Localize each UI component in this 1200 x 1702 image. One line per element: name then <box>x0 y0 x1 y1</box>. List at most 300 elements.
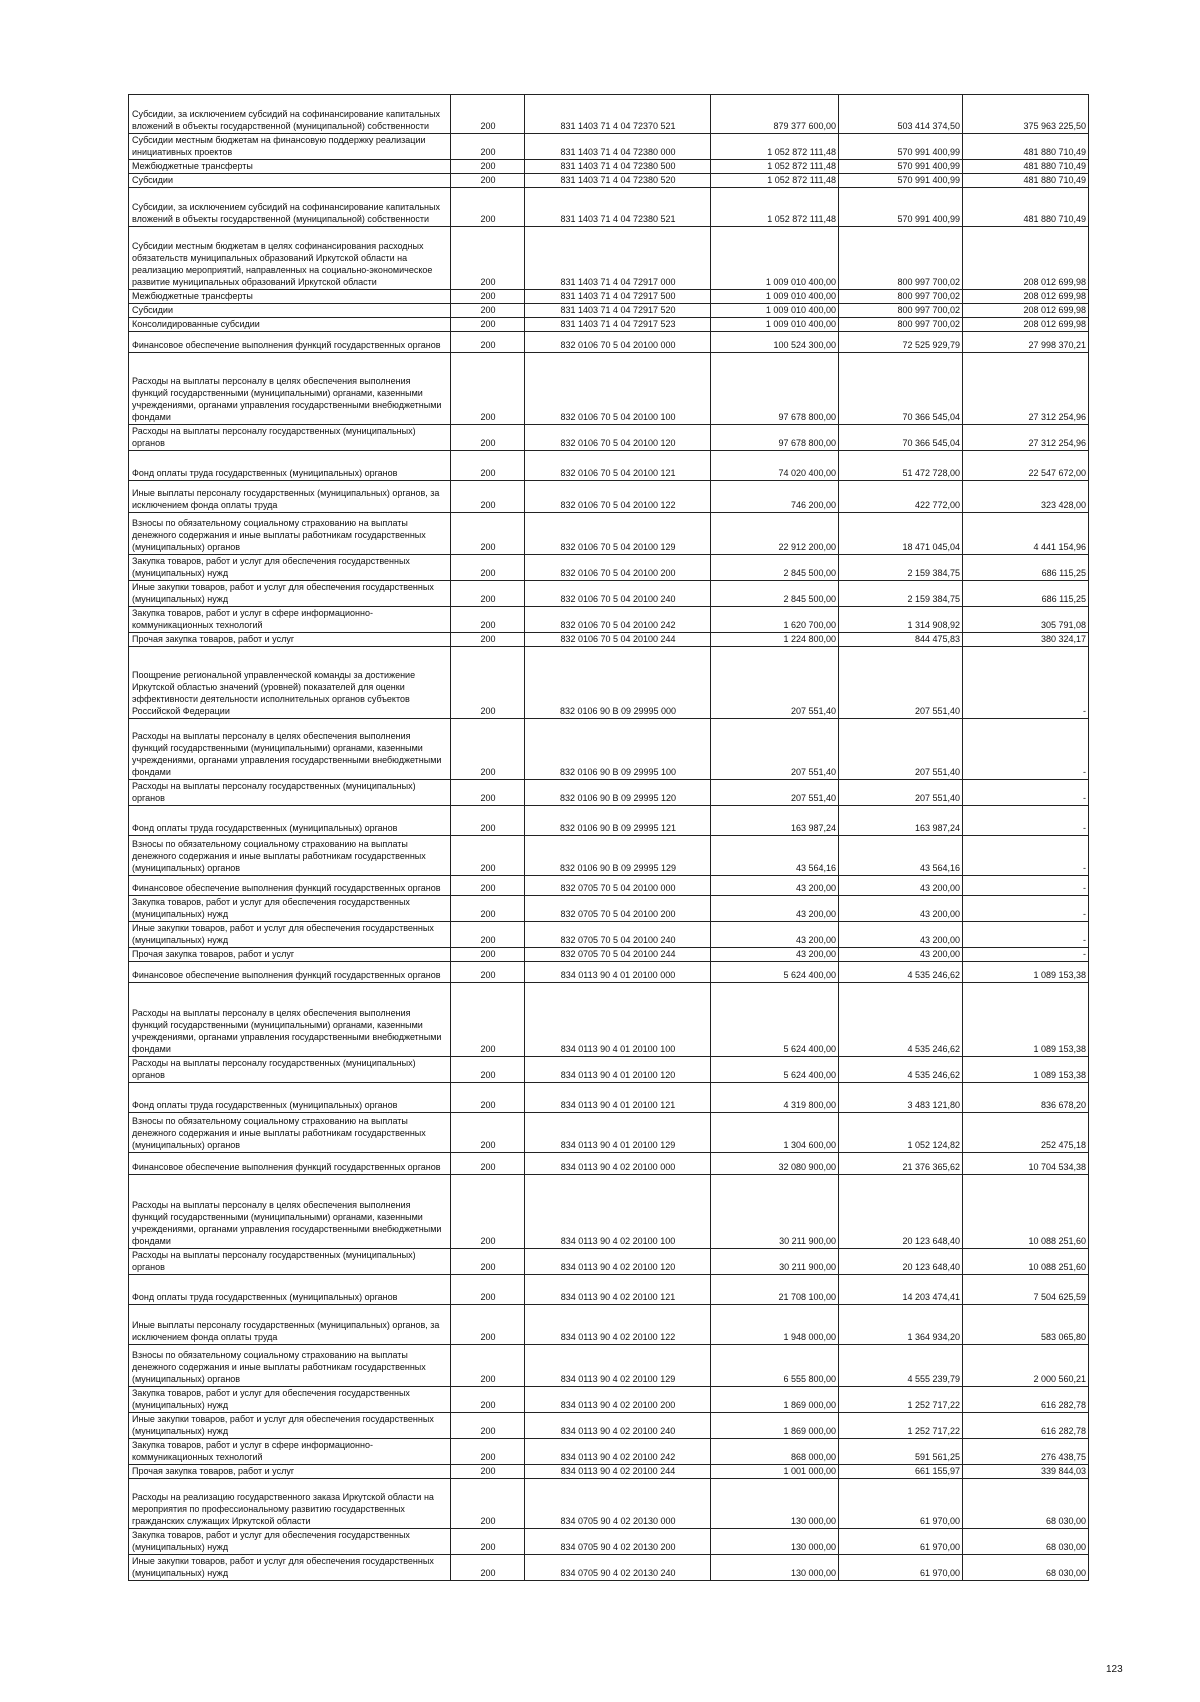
table-row <box>129 1175 1089 1249</box>
row-budget-code: 834 0113 90 4 02 20100 242 <box>525 1439 711 1465</box>
row-line-code: 200 <box>451 332 525 353</box>
row-executed-amount: 570 991 400,99 <box>839 174 963 188</box>
row-budget-code: 832 0705 70 5 04 20100 200 <box>525 896 711 922</box>
row-name: Расходы на выплаты персоналу государственных (муниципальных) органов <box>129 1249 451 1275</box>
row-budget-code: 834 0113 90 4 01 20100 121 <box>525 1083 711 1113</box>
table-row <box>129 160 1089 174</box>
row-executed-amount: 800 997 700,02 <box>839 304 963 318</box>
row-budget-code: 832 0705 70 5 04 20100 244 <box>525 948 711 962</box>
row-approved-amount: 4 319 800,00 <box>711 1083 839 1113</box>
row-executed-amount: 43 564,16 <box>839 836 963 876</box>
row-executed-amount: 61 970,00 <box>839 1479 963 1529</box>
row-executed-amount: 4 535 246,62 <box>839 983 963 1057</box>
row-unexecuted-amount: 276 438,75 <box>963 1439 1089 1465</box>
budget-execution-table <box>128 94 1089 1581</box>
row-budget-code: 832 0106 70 5 04 20100 122 <box>525 481 711 513</box>
row-budget-code: 834 0705 90 4 02 20130 240 <box>525 1555 711 1581</box>
table-row <box>129 174 1089 188</box>
table-row <box>129 227 1089 290</box>
row-name: Расходы на выплаты персоналу в целях обеспечения выполнения функций государственными (муниципальными) органами, казенными учреждениями, органами управления государственными внебюджетными фондами <box>129 1175 451 1249</box>
row-name: Поощрение региональной управленческой команды за достижение Иркутской областью значений (уровней) показателей для оценки эффективности деятельности исполнительных органов субъектов Российской Федерации <box>129 647 451 719</box>
row-name: Закупка товаров, работ и услуг для обеспечения государственных (муниципальных) нужд <box>129 1529 451 1555</box>
row-approved-amount: 1 948 000,00 <box>711 1305 839 1345</box>
row-executed-amount: 72 525 929,79 <box>839 332 963 353</box>
table-row <box>129 876 1089 896</box>
row-name: Иные выплаты персоналу государственных (муниципальных) органов, за исключением фонда оплаты труда <box>129 481 451 513</box>
row-executed-amount: 1 364 934,20 <box>839 1305 963 1345</box>
row-approved-amount: 97 678 800,00 <box>711 425 839 451</box>
row-unexecuted-amount: - <box>963 806 1089 836</box>
table-row <box>129 836 1089 876</box>
row-executed-amount: 4 555 239,79 <box>839 1345 963 1387</box>
row-unexecuted-amount: 10 088 251,60 <box>963 1249 1089 1275</box>
row-executed-amount: 51 472 728,00 <box>839 451 963 481</box>
row-executed-amount: 570 991 400,99 <box>839 160 963 174</box>
row-unexecuted-amount: 10 704 534,38 <box>963 1153 1089 1175</box>
row-line-code: 200 <box>451 227 525 290</box>
row-name: Взносы по обязательному социальному страхованию на выплаты денежного содержания и иные выплаты работникам государственных (муниципальных) органов <box>129 513 451 555</box>
row-approved-amount: 30 211 900,00 <box>711 1249 839 1275</box>
table-row <box>129 332 1089 353</box>
table-row <box>129 1439 1089 1465</box>
row-approved-amount: 1 869 000,00 <box>711 1387 839 1413</box>
row-unexecuted-amount: 208 012 699,98 <box>963 318 1089 332</box>
row-executed-amount: 61 970,00 <box>839 1529 963 1555</box>
row-executed-amount: 800 997 700,02 <box>839 227 963 290</box>
table-row <box>129 290 1089 304</box>
row-executed-amount: 1 314 908,92 <box>839 607 963 633</box>
table-row <box>129 1249 1089 1275</box>
row-line-code: 200 <box>451 896 525 922</box>
row-unexecuted-amount: 1 089 153,38 <box>963 1057 1089 1083</box>
row-name: Расходы на выплаты персоналу в целях обеспечения выполнения функций государственными (муниципальными) органами, казенными учреждениями, органами управления государственными внебюджетными фондами <box>129 353 451 425</box>
row-budget-code: 834 0113 90 4 01 20100 100 <box>525 983 711 1057</box>
row-line-code: 200 <box>451 451 525 481</box>
table-row <box>129 1113 1089 1153</box>
row-name: Фонд оплаты труда государственных (муниципальных) органов <box>129 1275 451 1305</box>
row-approved-amount: 1 869 000,00 <box>711 1413 839 1439</box>
row-name: Финансовое обеспечение выполнения функций государственных органов <box>129 332 451 353</box>
row-executed-amount: 43 200,00 <box>839 876 963 896</box>
row-line-code: 200 <box>451 1479 525 1529</box>
row-line-code: 200 <box>451 1275 525 1305</box>
row-name: Расходы на выплаты персоналу государственных (муниципальных) органов <box>129 1057 451 1083</box>
row-unexecuted-amount: 339 844,03 <box>963 1465 1089 1479</box>
row-unexecuted-amount: 27 312 254,96 <box>963 425 1089 451</box>
row-unexecuted-amount: 481 880 710,49 <box>963 174 1089 188</box>
row-budget-code: 831 1403 71 4 04 72370 521 <box>525 95 711 134</box>
table-row <box>129 555 1089 581</box>
row-line-code: 200 <box>451 633 525 647</box>
row-executed-amount: 43 200,00 <box>839 922 963 948</box>
row-approved-amount: 22 912 200,00 <box>711 513 839 555</box>
row-name: Межбюджетные трансферты <box>129 160 451 174</box>
row-executed-amount: 800 997 700,02 <box>839 318 963 332</box>
row-name: Закупка товаров, работ и услуг в сфере информационно-коммуникационных технологий <box>129 1439 451 1465</box>
row-approved-amount: 868 000,00 <box>711 1439 839 1465</box>
row-name: Взносы по обязательному социальному страхованию на выплаты денежного содержания и иные выплаты работникам государственных (муниципальных) органов <box>129 1345 451 1387</box>
row-budget-code: 832 0106 70 5 04 20100 000 <box>525 332 711 353</box>
row-name: Иные закупки товаров, работ и услуг для обеспечения государственных (муниципальных) нужд <box>129 1413 451 1439</box>
row-name: Прочая закупка товаров, работ и услуг <box>129 1465 451 1479</box>
row-name: Фонд оплаты труда государственных (муниципальных) органов <box>129 1083 451 1113</box>
row-unexecuted-amount: 68 030,00 <box>963 1555 1089 1581</box>
row-approved-amount: 43 200,00 <box>711 922 839 948</box>
row-unexecuted-amount: 481 880 710,49 <box>963 188 1089 227</box>
table-row <box>129 1083 1089 1113</box>
row-budget-code: 831 1403 71 4 04 72380 521 <box>525 188 711 227</box>
row-line-code: 200 <box>451 1305 525 1345</box>
row-unexecuted-amount: 836 678,20 <box>963 1083 1089 1113</box>
row-approved-amount: 43 200,00 <box>711 948 839 962</box>
row-executed-amount: 570 991 400,99 <box>839 188 963 227</box>
table-row <box>129 1387 1089 1413</box>
row-executed-amount: 503 414 374,50 <box>839 95 963 134</box>
row-approved-amount: 1 620 700,00 <box>711 607 839 633</box>
row-name: Расходы на выплаты персоналу государственных (муниципальных) органов <box>129 425 451 451</box>
table-row <box>129 1305 1089 1345</box>
row-budget-code: 831 1403 71 4 04 72917 520 <box>525 304 711 318</box>
row-line-code: 200 <box>451 1345 525 1387</box>
row-unexecuted-amount: 481 880 710,49 <box>963 160 1089 174</box>
row-name: Иные закупки товаров, работ и услуг для обеспечения государственных (муниципальных) нужд <box>129 922 451 948</box>
row-unexecuted-amount: 616 282,78 <box>963 1387 1089 1413</box>
row-approved-amount: 130 000,00 <box>711 1479 839 1529</box>
row-line-code: 200 <box>451 1113 525 1153</box>
row-line-code: 200 <box>451 1439 525 1465</box>
row-unexecuted-amount: 583 065,80 <box>963 1305 1089 1345</box>
row-approved-amount: 1 009 010 400,00 <box>711 304 839 318</box>
row-line-code: 200 <box>451 318 525 332</box>
row-unexecuted-amount: 481 880 710,49 <box>963 134 1089 160</box>
table-row <box>129 719 1089 780</box>
row-approved-amount: 1 009 010 400,00 <box>711 227 839 290</box>
row-line-code: 200 <box>451 304 525 318</box>
row-name: Расходы на реализацию государственного заказа Иркутской области на мероприятия по профессиональному развитию государственных гражданских служащих Иркутской области <box>129 1479 451 1529</box>
row-executed-amount: 14 203 474,41 <box>839 1275 963 1305</box>
row-executed-amount: 207 551,40 <box>839 647 963 719</box>
row-name: Консолидированные субсидии <box>129 318 451 332</box>
row-budget-code: 832 0106 90 В 09 29995 100 <box>525 719 711 780</box>
row-budget-code: 832 0106 90 В 09 29995 121 <box>525 806 711 836</box>
row-executed-amount: 20 123 648,40 <box>839 1249 963 1275</box>
row-approved-amount: 130 000,00 <box>711 1529 839 1555</box>
row-unexecuted-amount: 27 312 254,96 <box>963 353 1089 425</box>
row-approved-amount: 207 551,40 <box>711 719 839 780</box>
row-line-code: 200 <box>451 607 525 633</box>
row-budget-code: 834 0113 90 4 02 20100 240 <box>525 1413 711 1439</box>
row-unexecuted-amount: 208 012 699,98 <box>963 290 1089 304</box>
row-budget-code: 832 0106 70 5 04 20100 240 <box>525 581 711 607</box>
row-approved-amount: 163 987,24 <box>711 806 839 836</box>
row-budget-code: 834 0705 90 4 02 20130 200 <box>525 1529 711 1555</box>
table-row <box>129 1153 1089 1175</box>
row-budget-code: 832 0106 70 5 04 20100 200 <box>525 555 711 581</box>
row-approved-amount: 1 009 010 400,00 <box>711 290 839 304</box>
row-name: Закупка товаров, работ и услуг для обеспечения государственных (муниципальных) нужд <box>129 896 451 922</box>
row-line-code: 200 <box>451 481 525 513</box>
row-budget-code: 832 0106 70 5 04 20100 244 <box>525 633 711 647</box>
row-approved-amount: 5 624 400,00 <box>711 962 839 983</box>
row-budget-code: 832 0705 70 5 04 20100 240 <box>525 922 711 948</box>
row-executed-amount: 4 535 246,62 <box>839 1057 963 1083</box>
row-line-code: 200 <box>451 647 525 719</box>
table-row <box>129 425 1089 451</box>
row-executed-amount: 21 376 365,62 <box>839 1153 963 1175</box>
row-name: Межбюджетные трансферты <box>129 290 451 304</box>
row-approved-amount: 1 224 800,00 <box>711 633 839 647</box>
table-row <box>129 134 1089 160</box>
row-unexecuted-amount: 208 012 699,98 <box>963 227 1089 290</box>
table-row <box>129 1057 1089 1083</box>
row-line-code: 200 <box>451 983 525 1057</box>
row-unexecuted-amount: - <box>963 836 1089 876</box>
row-approved-amount: 32 080 900,00 <box>711 1153 839 1175</box>
row-name: Расходы на выплаты персоналу в целях обеспечения выполнения функций государственными (муниципальными) органами, казенными учреждениями, органами управления государственными внебюджетными фондами <box>129 983 451 1057</box>
row-name: Закупка товаров, работ и услуг для обеспечения государственных (муниципальных) нужд <box>129 555 451 581</box>
row-approved-amount: 43 200,00 <box>711 876 839 896</box>
row-executed-amount: 844 475,83 <box>839 633 963 647</box>
table-row <box>129 1529 1089 1555</box>
row-budget-code: 834 0113 90 4 01 20100 000 <box>525 962 711 983</box>
table-row <box>129 1479 1089 1529</box>
row-executed-amount: 43 200,00 <box>839 948 963 962</box>
row-budget-code: 832 0106 90 В 09 29995 000 <box>525 647 711 719</box>
row-line-code: 200 <box>451 353 525 425</box>
table-row <box>129 95 1089 134</box>
row-executed-amount: 70 366 545,04 <box>839 353 963 425</box>
row-approved-amount: 207 551,40 <box>711 647 839 719</box>
row-name: Фонд оплаты труда государственных (муниципальных) органов <box>129 806 451 836</box>
table-row <box>129 806 1089 836</box>
row-executed-amount: 1 052 124,82 <box>839 1113 963 1153</box>
table-row <box>129 948 1089 962</box>
row-unexecuted-amount: - <box>963 719 1089 780</box>
row-unexecuted-amount: 1 089 153,38 <box>963 962 1089 983</box>
row-name: Субсидии, за исключением субсидий на софинансирование капитальных вложений в объекты государственной (муниципальной) собственности <box>129 188 451 227</box>
row-executed-amount: 207 551,40 <box>839 719 963 780</box>
row-approved-amount: 5 624 400,00 <box>711 983 839 1057</box>
row-name: Финансовое обеспечение выполнения функций государственных органов <box>129 876 451 896</box>
row-approved-amount: 43 564,16 <box>711 836 839 876</box>
row-executed-amount: 20 123 648,40 <box>839 1175 963 1249</box>
row-unexecuted-amount: 68 030,00 <box>963 1479 1089 1529</box>
row-budget-code: 834 0113 90 4 01 20100 129 <box>525 1113 711 1153</box>
row-name: Иные закупки товаров, работ и услуг для обеспечения государственных (муниципальных) нужд <box>129 581 451 607</box>
row-approved-amount: 97 678 800,00 <box>711 353 839 425</box>
row-line-code: 200 <box>451 174 525 188</box>
table-row <box>129 513 1089 555</box>
row-unexecuted-amount: 252 475,18 <box>963 1113 1089 1153</box>
row-name: Финансовое обеспечение выполнения функций государственных органов <box>129 962 451 983</box>
row-executed-amount: 570 991 400,99 <box>839 134 963 160</box>
row-executed-amount: 1 252 717,22 <box>839 1413 963 1439</box>
row-approved-amount: 1 052 872 111,48 <box>711 174 839 188</box>
row-executed-amount: 422 772,00 <box>839 481 963 513</box>
table-row <box>129 1345 1089 1387</box>
row-executed-amount: 43 200,00 <box>839 896 963 922</box>
row-name: Взносы по обязательному социальному страхованию на выплаты денежного содержания и иные выплаты работникам государственных (муниципальных) органов <box>129 1113 451 1153</box>
table-row <box>129 304 1089 318</box>
row-name: Иные выплаты персоналу государственных (муниципальных) органов, за исключением фонда оплаты труда <box>129 1305 451 1345</box>
row-unexecuted-amount: - <box>963 647 1089 719</box>
table-row <box>129 1555 1089 1581</box>
table-row <box>129 188 1089 227</box>
table-row <box>129 481 1089 513</box>
row-unexecuted-amount: - <box>963 896 1089 922</box>
row-name: Фонд оплаты труда государственных (муниципальных) органов <box>129 451 451 481</box>
row-line-code: 200 <box>451 1465 525 1479</box>
table-row <box>129 353 1089 425</box>
row-name: Субсидии местным бюджетам на финансовую поддержку реализации инициативных проектов <box>129 134 451 160</box>
row-line-code: 200 <box>451 555 525 581</box>
row-executed-amount: 61 970,00 <box>839 1555 963 1581</box>
row-budget-code: 832 0106 70 5 04 20100 120 <box>525 425 711 451</box>
row-approved-amount: 30 211 900,00 <box>711 1175 839 1249</box>
row-unexecuted-amount: 2 000 560,21 <box>963 1345 1089 1387</box>
row-unexecuted-amount: - <box>963 876 1089 896</box>
row-line-code: 200 <box>451 780 525 806</box>
row-line-code: 200 <box>451 1529 525 1555</box>
row-approved-amount: 746 200,00 <box>711 481 839 513</box>
row-line-code: 200 <box>451 1175 525 1249</box>
row-budget-code: 832 0705 70 5 04 20100 000 <box>525 876 711 896</box>
row-executed-amount: 2 159 384,75 <box>839 555 963 581</box>
table-row <box>129 922 1089 948</box>
row-budget-code: 831 1403 71 4 04 72917 500 <box>525 290 711 304</box>
row-unexecuted-amount: 22 547 672,00 <box>963 451 1089 481</box>
row-budget-code: 834 0113 90 4 02 20100 122 <box>525 1305 711 1345</box>
row-unexecuted-amount: - <box>963 948 1089 962</box>
row-line-code: 200 <box>451 1413 525 1439</box>
row-budget-code: 834 0113 90 4 01 20100 120 <box>525 1057 711 1083</box>
row-unexecuted-amount: - <box>963 780 1089 806</box>
row-approved-amount: 1 052 872 111,48 <box>711 160 839 174</box>
row-unexecuted-amount: 686 115,25 <box>963 581 1089 607</box>
row-name: Финансовое обеспечение выполнения функций государственных органов <box>129 1153 451 1175</box>
row-approved-amount: 1 304 600,00 <box>711 1113 839 1153</box>
row-approved-amount: 1 052 872 111,48 <box>711 188 839 227</box>
row-line-code: 200 <box>451 1083 525 1113</box>
row-unexecuted-amount: 27 998 370,21 <box>963 332 1089 353</box>
row-name: Расходы на выплаты персоналу государственных (муниципальных) органов <box>129 780 451 806</box>
row-approved-amount: 100 524 300,00 <box>711 332 839 353</box>
row-budget-code: 834 0113 90 4 02 20100 200 <box>525 1387 711 1413</box>
row-executed-amount: 18 471 045,04 <box>839 513 963 555</box>
table-row <box>129 1413 1089 1439</box>
table-row <box>129 318 1089 332</box>
row-line-code: 200 <box>451 95 525 134</box>
row-budget-code: 834 0113 90 4 02 20100 120 <box>525 1249 711 1275</box>
row-unexecuted-amount: - <box>963 922 1089 948</box>
row-line-code: 200 <box>451 1153 525 1175</box>
row-line-code: 200 <box>451 581 525 607</box>
row-line-code: 200 <box>451 922 525 948</box>
row-name: Субсидии <box>129 174 451 188</box>
row-budget-code: 834 0113 90 4 02 20100 129 <box>525 1345 711 1387</box>
row-unexecuted-amount: 380 324,17 <box>963 633 1089 647</box>
row-budget-code: 834 0113 90 4 02 20100 100 <box>525 1175 711 1249</box>
row-budget-code: 834 0113 90 4 02 20100 121 <box>525 1275 711 1305</box>
row-approved-amount: 130 000,00 <box>711 1555 839 1581</box>
row-approved-amount: 1 052 872 111,48 <box>711 134 839 160</box>
table-body <box>129 95 1089 1581</box>
row-budget-code: 832 0106 70 5 04 20100 100 <box>525 353 711 425</box>
table-row <box>129 1275 1089 1305</box>
row-approved-amount: 879 377 600,00 <box>711 95 839 134</box>
row-name: Субсидии <box>129 304 451 318</box>
row-name: Взносы по обязательному социальному страхованию на выплаты денежного содержания и иные выплаты работникам государственных (муниципальных) органов <box>129 836 451 876</box>
row-line-code: 200 <box>451 188 525 227</box>
row-budget-code: 832 0106 70 5 04 20100 242 <box>525 607 711 633</box>
row-executed-amount: 1 252 717,22 <box>839 1387 963 1413</box>
row-executed-amount: 163 987,24 <box>839 806 963 836</box>
row-name: Иные закупки товаров, работ и услуг для обеспечения государственных (муниципальных) нужд <box>129 1555 451 1581</box>
row-unexecuted-amount: 10 088 251,60 <box>963 1175 1089 1249</box>
row-executed-amount: 661 155,97 <box>839 1465 963 1479</box>
row-budget-code: 834 0113 90 4 02 20100 000 <box>525 1153 711 1175</box>
row-name: Расходы на выплаты персоналу в целях обеспечения выполнения функций государственными (муниципальными) органами, казенными учреждениями, органами управления государственными внебюджетными фондами <box>129 719 451 780</box>
row-approved-amount: 2 845 500,00 <box>711 581 839 607</box>
table-row <box>129 607 1089 633</box>
row-executed-amount: 70 366 545,04 <box>839 425 963 451</box>
row-approved-amount: 1 001 000,00 <box>711 1465 839 1479</box>
row-line-code: 200 <box>451 962 525 983</box>
row-line-code: 200 <box>451 290 525 304</box>
row-name: Закупка товаров, работ и услуг для обеспечения государственных (муниципальных) нужд <box>129 1387 451 1413</box>
row-approved-amount: 74 020 400,00 <box>711 451 839 481</box>
row-line-code: 200 <box>451 1249 525 1275</box>
row-line-code: 200 <box>451 1555 525 1581</box>
row-name: Прочая закупка товаров, работ и услуг <box>129 633 451 647</box>
row-approved-amount: 21 708 100,00 <box>711 1275 839 1305</box>
row-budget-code: 831 1403 71 4 04 72917 000 <box>525 227 711 290</box>
row-name: Субсидии местным бюджетам в целях софинансирования расходных обязательств муниципальных образований Иркутской области на реализацию мероприятий, направленных на социально-экономическое развитие муниципальных образований Иркутской области <box>129 227 451 290</box>
page-number: 123 <box>1106 1664 1123 1675</box>
table-row <box>129 1465 1089 1479</box>
row-executed-amount: 591 561,25 <box>839 1439 963 1465</box>
row-executed-amount: 800 997 700,02 <box>839 290 963 304</box>
row-unexecuted-amount: 68 030,00 <box>963 1529 1089 1555</box>
row-name: Прочая закупка товаров, работ и услуг <box>129 948 451 962</box>
row-budget-code: 834 0113 90 4 02 20100 244 <box>525 1465 711 1479</box>
row-line-code: 200 <box>451 134 525 160</box>
row-unexecuted-amount: 208 012 699,98 <box>963 304 1089 318</box>
row-unexecuted-amount: 1 089 153,38 <box>963 983 1089 1057</box>
row-approved-amount: 1 009 010 400,00 <box>711 318 839 332</box>
row-approved-amount: 2 845 500,00 <box>711 555 839 581</box>
row-executed-amount: 207 551,40 <box>839 780 963 806</box>
row-unexecuted-amount: 305 791,08 <box>963 607 1089 633</box>
table-row <box>129 896 1089 922</box>
row-approved-amount: 43 200,00 <box>711 896 839 922</box>
row-executed-amount: 2 159 384,75 <box>839 581 963 607</box>
row-unexecuted-amount: 4 441 154,96 <box>963 513 1089 555</box>
row-line-code: 200 <box>451 1387 525 1413</box>
row-unexecuted-amount: 375 963 225,50 <box>963 95 1089 134</box>
row-line-code: 200 <box>451 948 525 962</box>
table-row <box>129 962 1089 983</box>
table-row <box>129 451 1089 481</box>
row-unexecuted-amount: 616 282,78 <box>963 1413 1089 1439</box>
row-approved-amount: 5 624 400,00 <box>711 1057 839 1083</box>
table-row <box>129 983 1089 1057</box>
row-line-code: 200 <box>451 513 525 555</box>
row-executed-amount: 3 483 121,80 <box>839 1083 963 1113</box>
row-budget-code: 831 1403 71 4 04 72380 000 <box>525 134 711 160</box>
row-approved-amount: 207 551,40 <box>711 780 839 806</box>
row-budget-code: 831 1403 71 4 04 72380 520 <box>525 174 711 188</box>
